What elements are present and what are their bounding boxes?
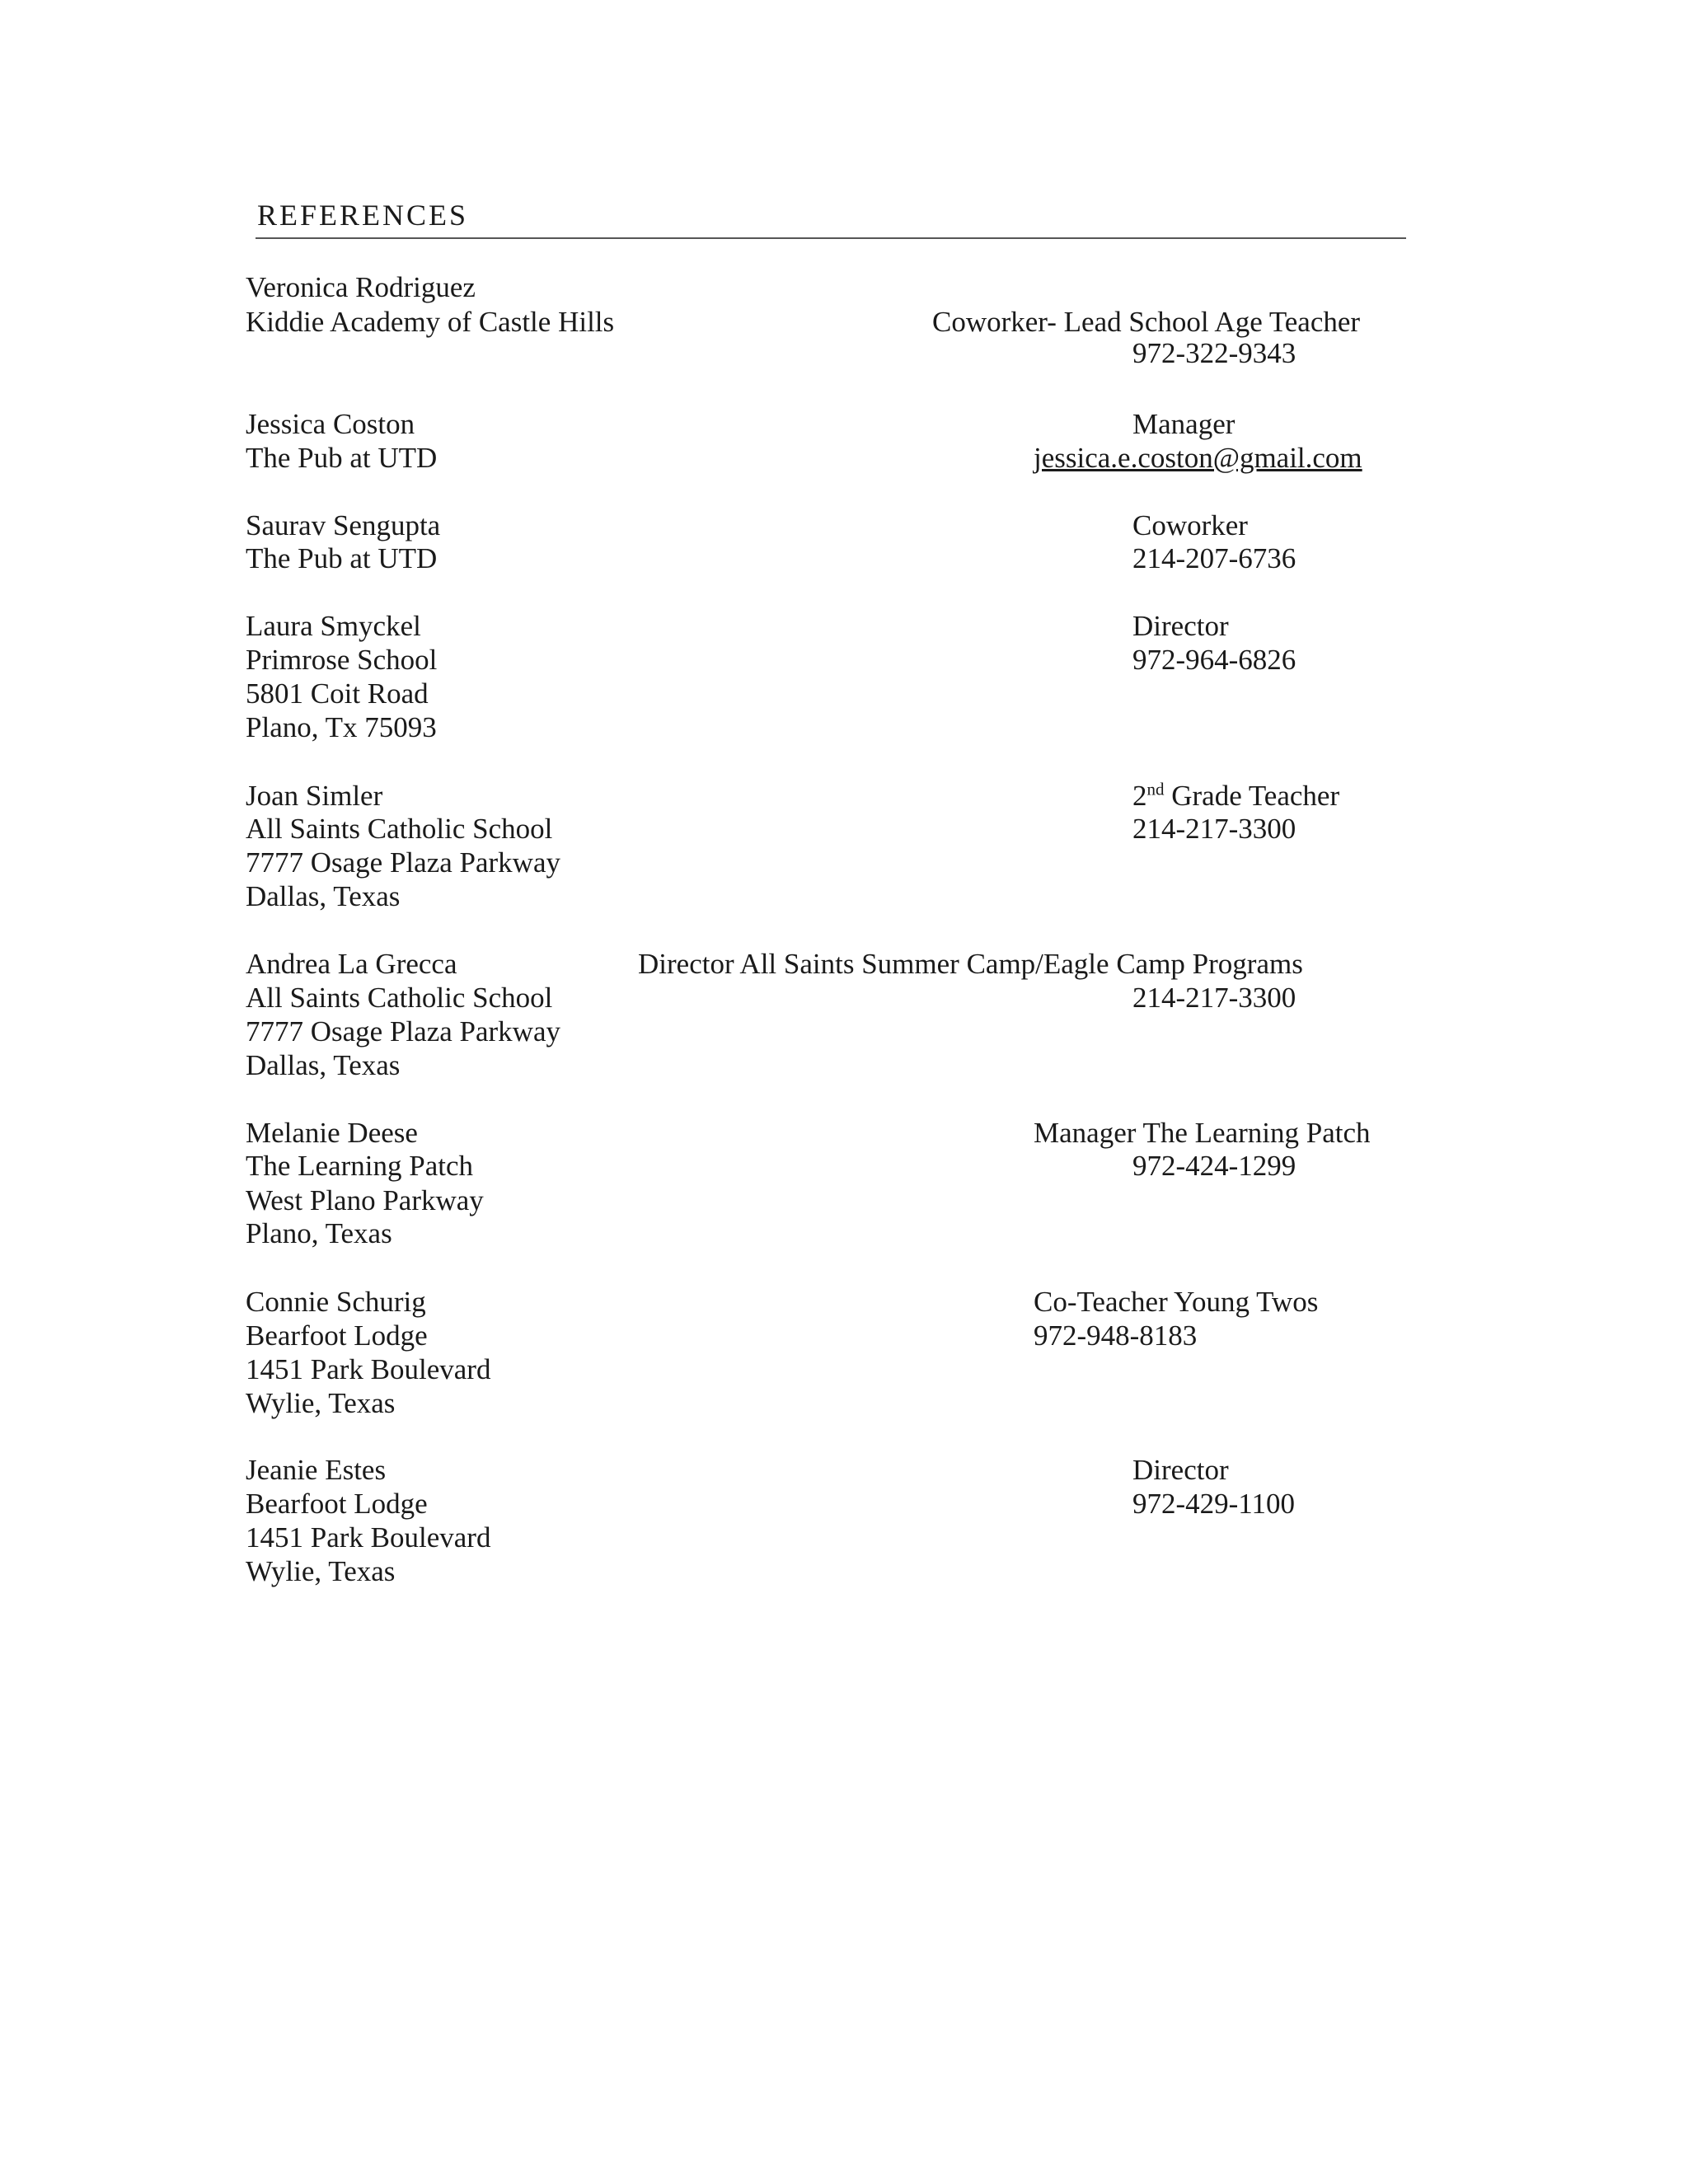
ref-role-number: 2 bbox=[1132, 780, 1147, 812]
ref-org: The Pub at UTD bbox=[246, 442, 438, 474]
ref-name: Andrea La Grecca bbox=[246, 948, 457, 980]
ref-org: All Saints Catholic School bbox=[246, 982, 553, 1014]
ref-email-link[interactable]: jessica.e.coston@gmail.com bbox=[1034, 442, 1362, 474]
ref-phone: 972-424-1299 bbox=[1132, 1150, 1296, 1182]
ref-role-text: Grade Teacher bbox=[1164, 780, 1340, 812]
ref-address-line1: 1451 Park Boulevard bbox=[246, 1521, 491, 1554]
ref-role: Manager bbox=[1132, 408, 1236, 440]
ref-address-line1: 7777 Osage Plaza Parkway bbox=[246, 846, 560, 879]
ref-address-line1: 7777 Osage Plaza Parkway bbox=[246, 1015, 560, 1047]
ref-role: Coworker- Lead School Age Teacher bbox=[932, 306, 1361, 338]
ref-role: Director All Saints Summer Camp/Eagle Camp Programs bbox=[638, 948, 1303, 980]
ref-address-line2: Dallas, Texas bbox=[246, 1049, 401, 1081]
ref-name: Jeanie Estes bbox=[246, 1454, 387, 1486]
ref-phone: 972-964-6826 bbox=[1132, 644, 1296, 676]
ref-org: All Saints Catholic School bbox=[246, 813, 553, 845]
references-heading: REFERENCES bbox=[257, 199, 469, 232]
ref-role: Director bbox=[1132, 1454, 1229, 1486]
ref-address-line2: Dallas, Texas bbox=[246, 880, 401, 912]
ref-phone: 214-207-6736 bbox=[1132, 542, 1296, 574]
ref-role: Manager The Learning Patch bbox=[1034, 1117, 1371, 1149]
ref-address-line1: 1451 Park Boulevard bbox=[246, 1353, 491, 1385]
ref-org: Bearfoot Lodge bbox=[246, 1319, 428, 1352]
ref-phone: 214-217-3300 bbox=[1132, 982, 1296, 1014]
ref-name: Connie Schurig bbox=[246, 1286, 426, 1318]
ref-org: Kiddie Academy of Castle Hills bbox=[246, 306, 615, 338]
ref-phone: 972-948-8183 bbox=[1034, 1319, 1198, 1352]
ref-org: Primrose School bbox=[246, 644, 438, 676]
ref-role-ordinal: nd bbox=[1146, 779, 1165, 799]
ref-address-line2: Wylie, Texas bbox=[246, 1387, 396, 1419]
ref-org: The Pub at UTD bbox=[246, 542, 438, 574]
ref-role: Co-Teacher Young Twos bbox=[1034, 1286, 1319, 1318]
ref-address-line2: Plano, Tx 75093 bbox=[246, 711, 437, 743]
ref-org: Bearfoot Lodge bbox=[246, 1488, 428, 1520]
heading-rule bbox=[256, 237, 1406, 239]
ref-phone: 972-429-1100 bbox=[1132, 1488, 1296, 1520]
ref-role: Director bbox=[1132, 610, 1229, 642]
ref-org: The Learning Patch bbox=[246, 1150, 474, 1182]
ref-name: Melanie Deese bbox=[246, 1117, 418, 1149]
ref-name: Joan Simler bbox=[246, 780, 383, 812]
ref-address-line2: Wylie, Texas bbox=[246, 1555, 396, 1587]
ref-address-line1: 5801 Coit Road bbox=[246, 677, 429, 710]
ref-name: Jessica Coston bbox=[246, 408, 415, 440]
ref-role bbox=[1132, 779, 1339, 813]
ref-phone: 972-322-9343 bbox=[1132, 337, 1296, 369]
ref-address-line1: West Plano Parkway bbox=[246, 1184, 484, 1216]
ref-name: Saurav Sengupta bbox=[246, 509, 441, 541]
ref-address-line2: Plano, Texas bbox=[246, 1217, 392, 1249]
ref-role: Coworker bbox=[1132, 509, 1248, 541]
ref-phone: 214-217-3300 bbox=[1132, 813, 1296, 845]
ref-name: Veronica Rodriguez bbox=[246, 271, 476, 303]
ref-name: Laura Smyckel bbox=[246, 610, 421, 642]
